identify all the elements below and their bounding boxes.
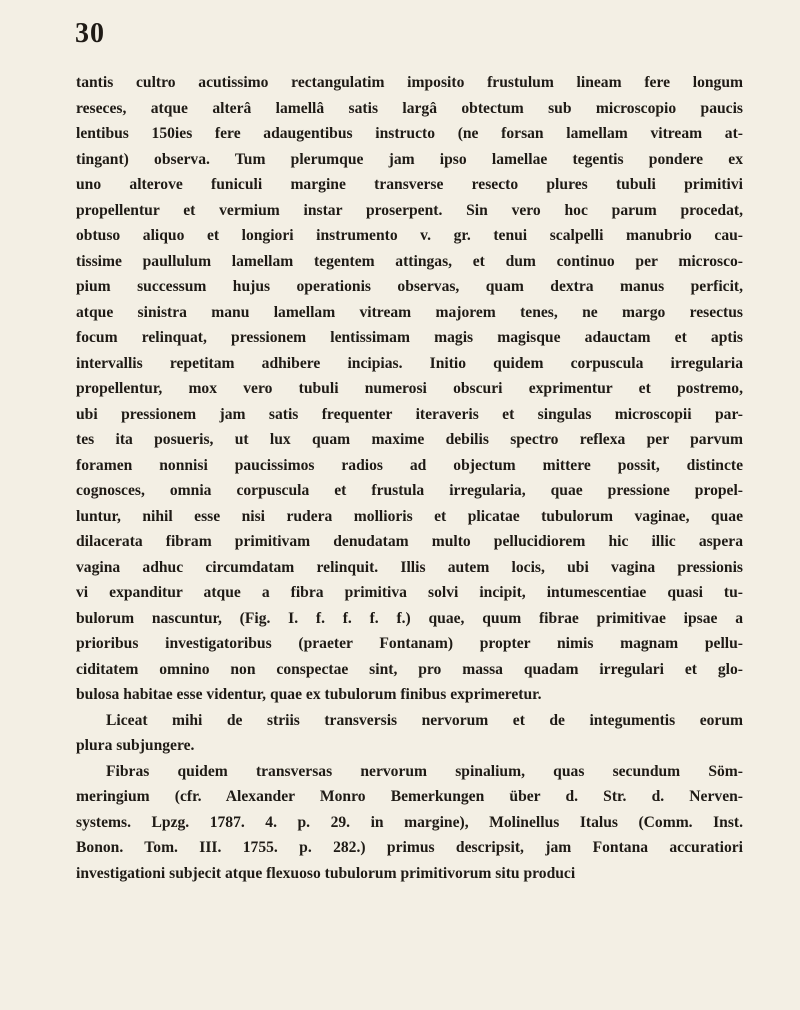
text-line: intervallis repetitam adhibere incipias. Initio quidem corpuscula irregularia xyxy=(76,354,743,372)
text-line: bulosa habitae esse videntur, quae ex tubulorum finibus exprimeretur. xyxy=(76,686,542,703)
text-line: atque sinistra manu lamellam vitream majorem tenes, ne margo resectus xyxy=(76,303,743,321)
text-line: uno alterove funiculi margine transverse resecto plures tubuli primitivi xyxy=(76,176,743,193)
text-line: propellentur et vermium instar proserpent. Sin vero hoc parum procedat, xyxy=(76,201,743,219)
text-line: cognosces, omnia corpuscula et frustula irregularia, quae pressione propel- xyxy=(76,482,743,499)
text-line: luntur, nihil esse nisi rudera mollioris et plicatae tubulorum vaginae, quae xyxy=(76,507,743,525)
text-line: bulorum nascuntur, (Fig. I. f. f. f. f.) quae, quum fibrae primitivae ipsae a xyxy=(76,609,743,627)
text-line: focum relinquat, pressionem lentissimam magis magisque adauctam et aptis xyxy=(76,329,743,346)
text-line: Bonon. Tom. III. 1755. p. 282.) primus descripsit, jam Fontana accuratiori xyxy=(76,839,743,856)
body-text xyxy=(76,70,743,886)
text-line: propellentur, mox vero tubuli numerosi obscuri exprimentur et postremo, xyxy=(76,380,743,397)
text-line: lentibus 150ies fere adaugentibus instructo (ne forsan lamellam vitream at- xyxy=(76,125,743,142)
text-line: foramen nonnisi paucissimos radios ad objectum mittere possit, distincte xyxy=(76,456,743,474)
text-line: prioribus investigatoribus (praeter Fontanam) propter nimis magnam pellu- xyxy=(76,635,743,652)
text-line: investigationi subjecit atque flexuoso tubulorum primitivorum situ produci xyxy=(76,864,576,882)
text-line: reseces, atque alterâ lamellâ satis largâ obtectum sub microscopio paucis xyxy=(76,99,743,117)
text-line: tingant) observa. Tum plerumque jam ipso lamellae tegentis pondere ex xyxy=(76,150,743,168)
page-number: 30 xyxy=(75,18,105,49)
text-line: plura subjungere. xyxy=(76,737,195,754)
text-line: vi expanditur atque a fibra primitiva solvi incipit, intumescentiae quasi tu- xyxy=(76,584,743,601)
text-line: systems. Lpzg. 1787. 4. p. 29. in margine), Molinellus Italus (Comm. Inst. xyxy=(76,813,743,831)
text-line: Liceat mihi de striis transversis nervorum et de integumentis eorum xyxy=(106,711,743,729)
text-line: ciditatem omnino non conspectae sint, pro massa quadam irregulari et glo- xyxy=(76,660,743,678)
text-line: obtuso aliquo et longiori instrumento v. gr. tenui scalpelli manubrio cau- xyxy=(76,227,743,244)
text-line: meringium (cfr. Alexander Monro Bemerkungen über d. Str. d. Nerven- xyxy=(76,788,743,805)
text-line: Fibras quidem transversas nervorum spinalium, quas secundum Söm- xyxy=(106,762,743,780)
text-line: tissime paullulum lamellam tegentem attingas, et dum continuo per microsco- xyxy=(76,252,743,270)
text-line: ubi pressionem jam satis frequenter iteraveris et singulas microscopii par- xyxy=(76,405,743,423)
text-line: pium successum hujus operationis observas, quam dextra manus perficit, xyxy=(76,278,743,295)
text-line: dilacerata fibram primitivam denudatam multo pellucidiorem hic illic aspera xyxy=(76,533,743,550)
text-line: vagina adhuc circumdatam relinquit. Illis autem locis, ubi vagina pressionis xyxy=(76,558,743,576)
text-line: tantis cultro acutissimo rectangulatim imposito frustulum lineam fere longum xyxy=(76,74,743,91)
text-line: tes ita posueris, ut lux quam maxime debilis spectro reflexa per parvum xyxy=(76,431,743,448)
